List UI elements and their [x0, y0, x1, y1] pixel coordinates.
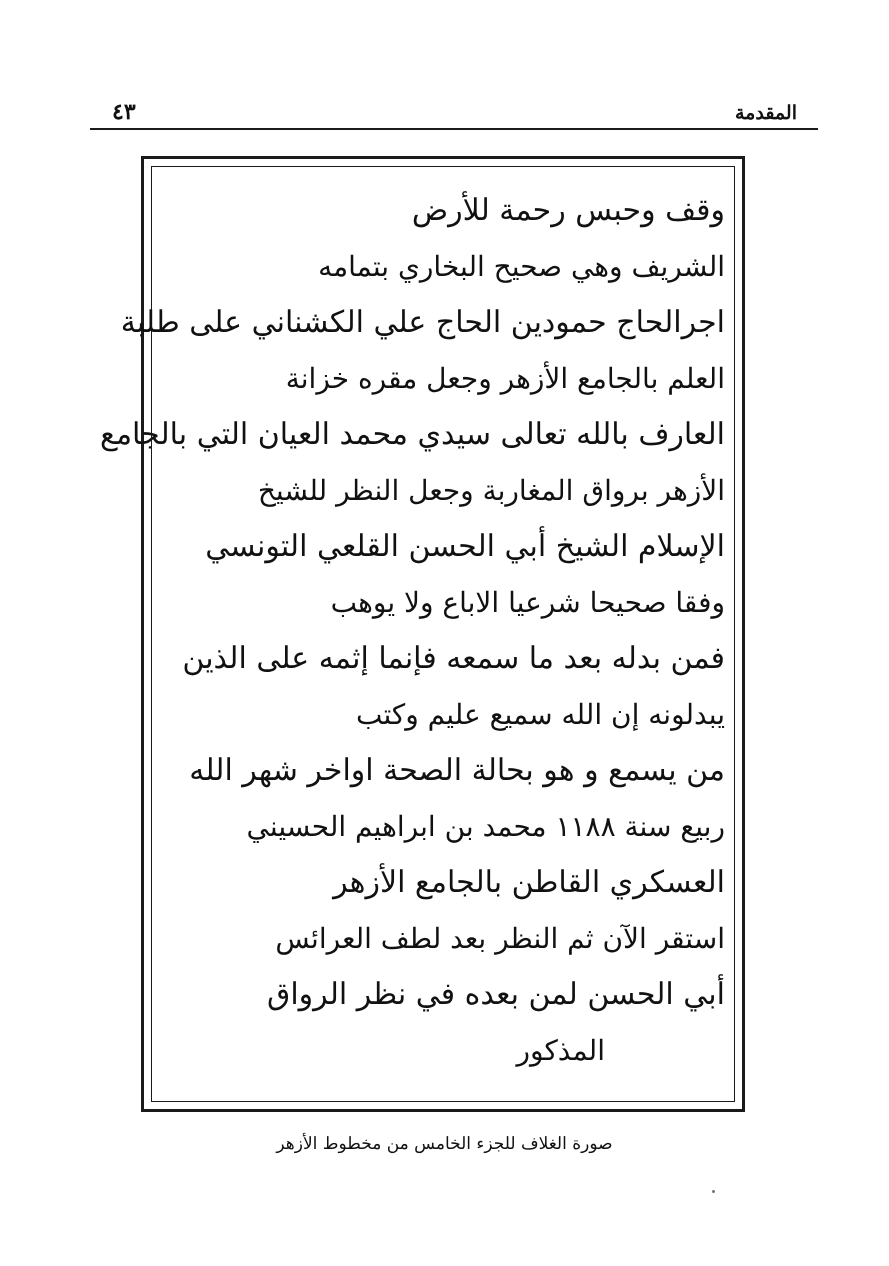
manuscript-line: العسكري القاطن بالجامع الأزهر: [333, 864, 725, 900]
page-number: ٤٣: [112, 99, 136, 125]
manuscript-line: وفقا صحيحا شرعيا الاباع ولا يوهب: [330, 585, 725, 619]
figure-caption: صورة الغلاف للجزء الخامس من مخطوط الأزهر: [276, 1134, 613, 1154]
manuscript-text: [99, 182, 725, 1094]
manuscript-line: العارف بالله تعالى سيدي محمد العيان التي بالجامع: [99, 416, 725, 452]
manuscript-line: العلم بالجامع الأزهر وجعل مقره خزانة: [285, 361, 725, 395]
manuscript-line: الأزهر برواق المغاربة وجعل النظر للشيخ: [257, 473, 725, 507]
manuscript-line: وقف وحبس رحمة للأرض: [411, 192, 725, 228]
manuscript-line: الإسلام الشيخ أبي الحسن القلعي التونسي: [205, 528, 725, 564]
scan-speck: [712, 1190, 715, 1193]
manuscript-line: يبدلونه إن الله سميع عليم وكتب: [355, 697, 725, 731]
manuscript-line: فمن بدله بعد ما سمعه فإنما إثمه على الذين: [182, 640, 725, 676]
manuscript-line: ربيع سنة ١١٨٨ محمد بن ابراهيم الحسيني: [246, 809, 725, 843]
manuscript-line: [165, 1022, 725, 1078]
header-rule: [90, 128, 818, 130]
manuscript-line: من يسمع و هو بحالة الصحة اواخر شهر الله: [189, 752, 725, 788]
manuscript-last-word: المذكور: [516, 1033, 605, 1067]
manuscript-line: اجرالحاج حمودين الحاج علي الكشناني على طلبة: [120, 304, 725, 340]
manuscript-line: أبي الحسن لمن بعده في نظر الرواق: [267, 976, 725, 1012]
running-title: المقدمة: [734, 102, 797, 124]
manuscript-line: الشريف وهي صحيح البخاري بتمامه: [318, 249, 725, 283]
manuscript-line: استقر الآن ثم النظر بعد لطف العرائس: [275, 921, 725, 955]
